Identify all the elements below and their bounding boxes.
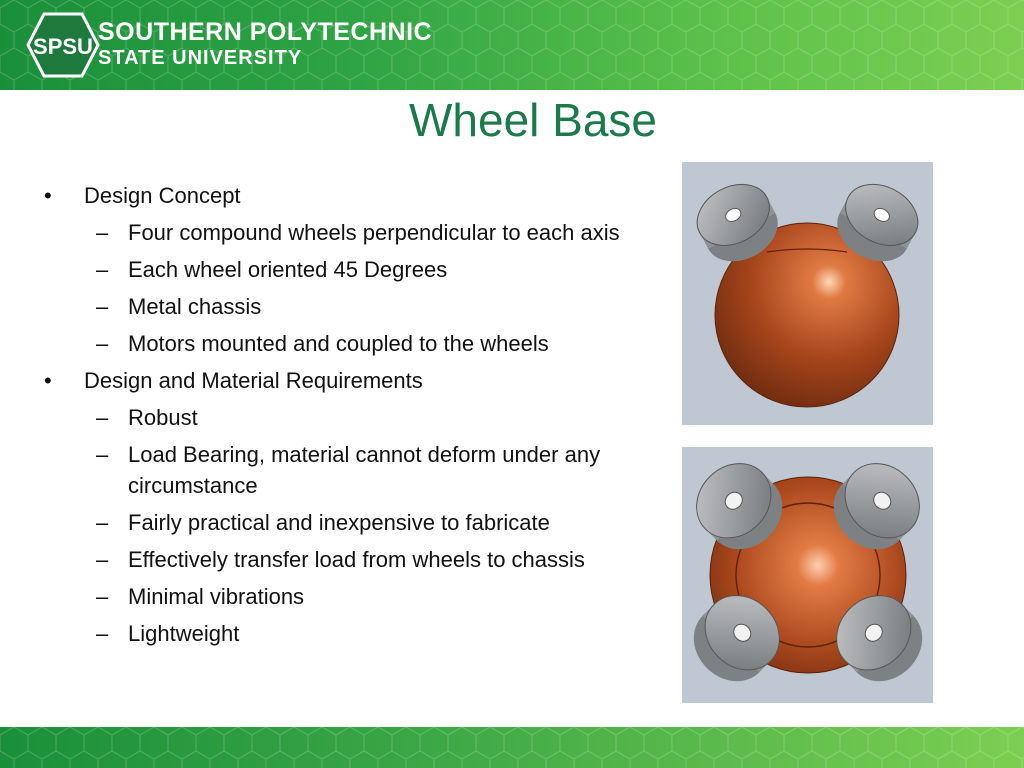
dash-icon: –	[96, 405, 109, 430]
dash-icon: –	[96, 257, 109, 282]
bullet-item	[44, 365, 644, 396]
sub-bullet-item	[44, 254, 644, 285]
sub-bullet-item	[44, 507, 644, 538]
bullet-list	[44, 174, 644, 649]
dash-icon: –	[96, 294, 109, 319]
sub-bullet-item	[44, 328, 644, 359]
university-name-line1: SOUTHERN POLYTECHNIC	[98, 18, 433, 46]
bullet-dot-icon: •	[44, 183, 52, 208]
dash-icon: –	[96, 510, 109, 535]
slide-title: Wheel Base	[408, 94, 657, 146]
dash-icon: –	[96, 331, 109, 356]
sub-bullet-text: Four compound wheels perpendicular to each axis	[128, 220, 620, 245]
wheel-base-top-render	[682, 447, 933, 703]
top-render-graphic	[682, 447, 933, 703]
sub-bullet-item	[44, 439, 644, 501]
spsu-shield-logo	[26, 12, 100, 78]
logo-mark-text: SPSU	[33, 34, 93, 59]
university-name-line2: STATE UNIVERSITY	[98, 47, 303, 69]
bullet-text: Design Concept	[84, 183, 241, 208]
side-render-graphic	[682, 162, 933, 425]
dash-icon: –	[96, 584, 109, 609]
sub-bullet-item	[44, 402, 644, 433]
sub-bullet-item	[44, 618, 644, 649]
sub-bullet-text: Fairly practical and inexpensive to fabricate	[128, 510, 550, 535]
sub-bullet-text: Each wheel oriented 45 Degrees	[128, 257, 448, 282]
university-name	[98, 18, 432, 70]
wheel-base-side-render	[682, 162, 933, 425]
sub-bullet-item	[44, 291, 644, 322]
sub-bullet-text: Load Bearing, material cannot deform under any circumstance	[128, 442, 601, 498]
dash-icon: –	[96, 220, 109, 245]
dash-icon: –	[96, 442, 109, 467]
sub-bullet-text: Motors mounted and coupled to the wheels	[128, 331, 549, 356]
sub-bullet-item	[44, 581, 644, 612]
bullet-text: Design and Material Requirements	[84, 368, 423, 393]
slide-footer-bar	[0, 727, 1024, 768]
bullet-item	[44, 180, 644, 211]
sub-bullet-text: Effectively transfer load from wheels to chassis	[128, 547, 585, 572]
sub-bullet-text: Robust	[128, 405, 198, 430]
sub-bullet-item	[44, 544, 644, 575]
sub-bullet-item	[44, 217, 644, 248]
sub-bullet-text: Metal chassis	[128, 294, 262, 319]
hex-pattern	[0, 727, 1024, 768]
sub-bullet-text: Minimal vibrations	[128, 584, 305, 609]
sub-bullet-text: Lightweight	[128, 621, 240, 646]
slide-header	[0, 0, 1024, 90]
dash-icon: –	[96, 547, 109, 572]
dash-icon: –	[96, 621, 109, 646]
bullet-dot-icon: •	[44, 368, 52, 393]
